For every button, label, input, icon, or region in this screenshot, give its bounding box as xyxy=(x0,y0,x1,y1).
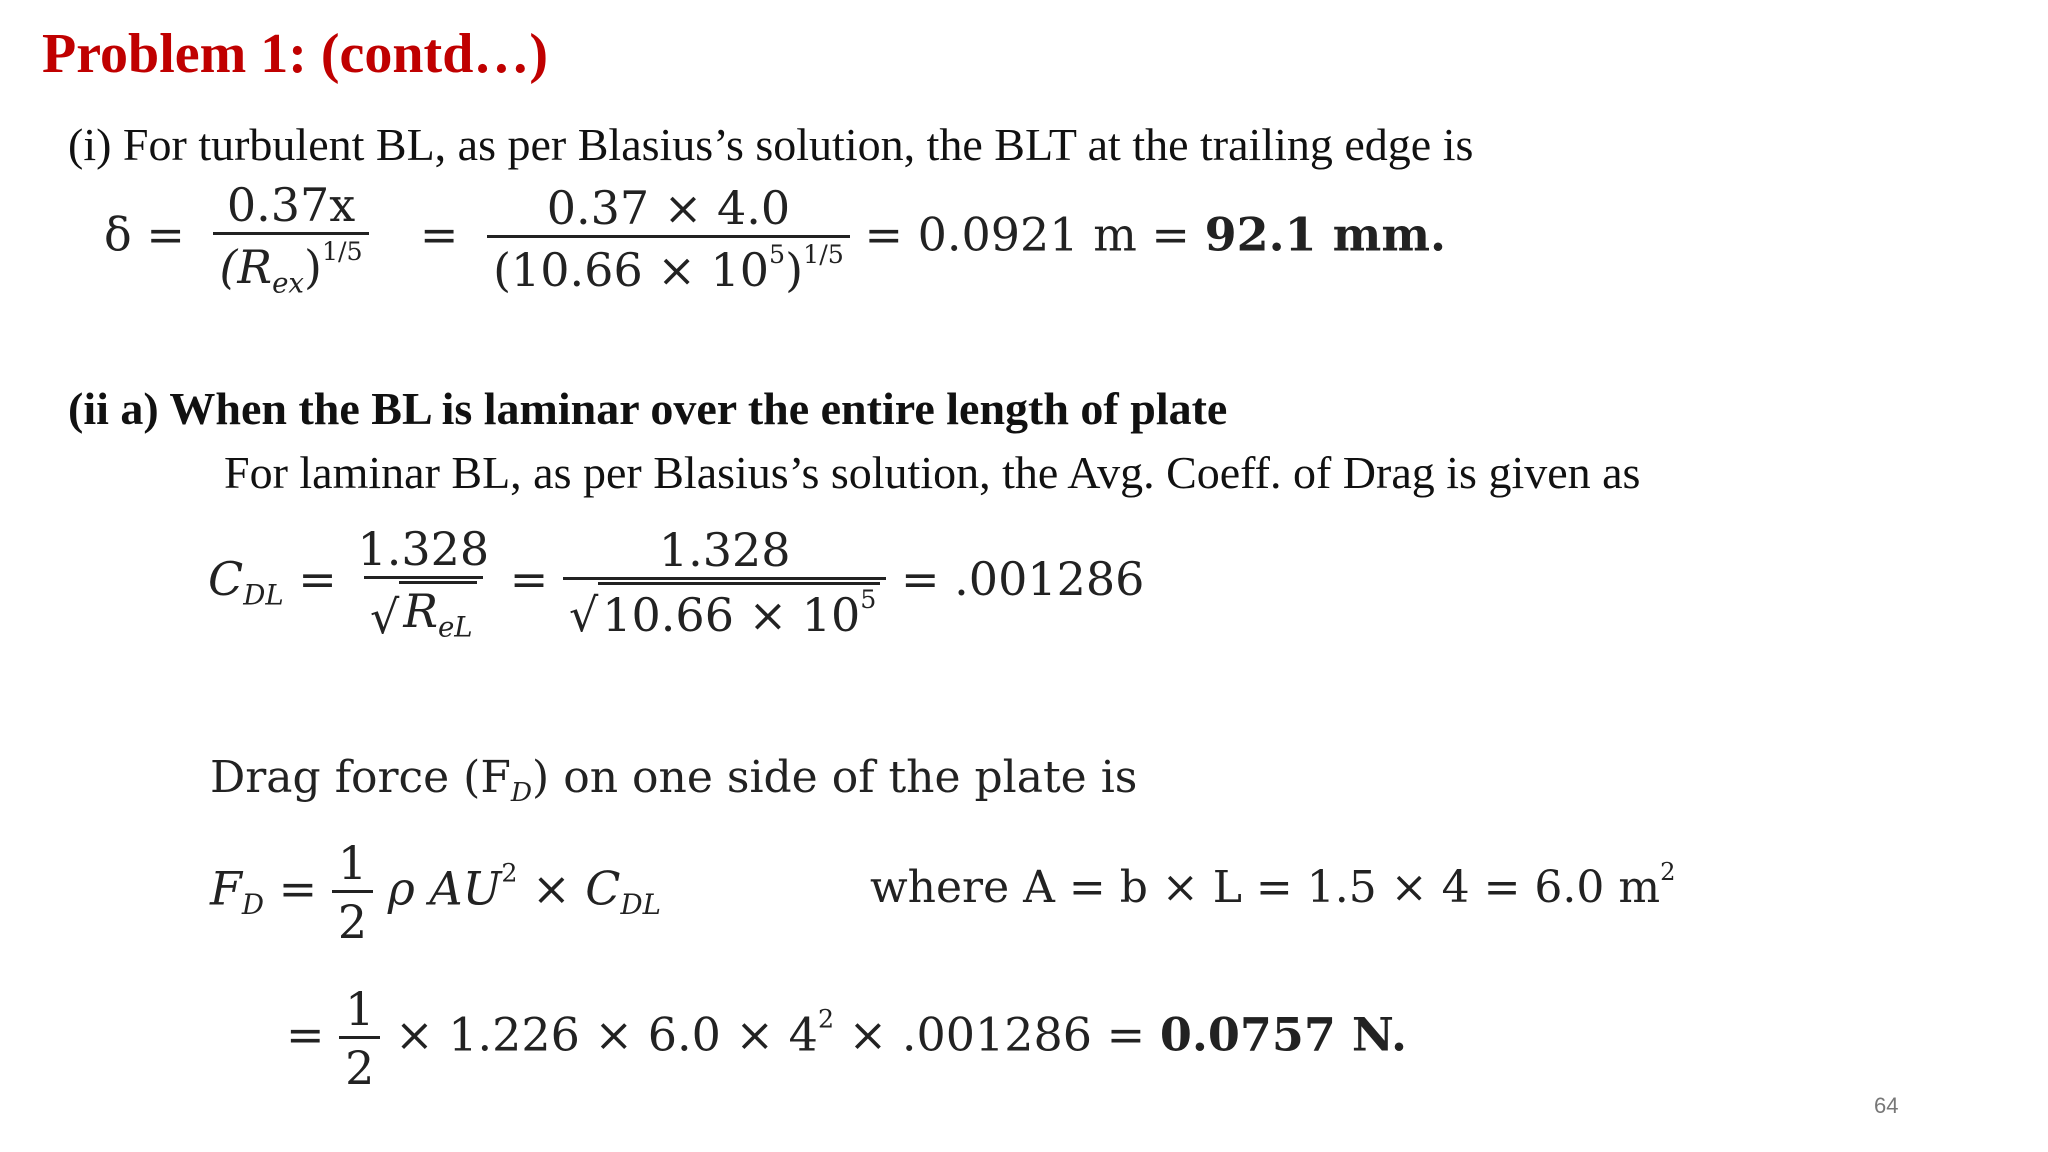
cdl-frac2-num: 1.328 xyxy=(658,523,791,578)
fd-rhs-exp: 2 xyxy=(501,858,518,888)
cdl-frac1-num: 1.328 xyxy=(357,522,490,576)
blt-frac2-den-text: (10.66 × 10 xyxy=(493,242,770,297)
cdl-frac2-den: √ $10.66 \times 10^5$ xyxy=(563,577,886,642)
fd-lhs-sub: D xyxy=(241,888,265,922)
blt-frac1-den xyxy=(213,232,368,299)
cdl-fraction-1 xyxy=(351,522,495,644)
blt-result-plain: = 0.0921 m = xyxy=(864,207,1205,262)
cdl-fraction-2 xyxy=(563,523,886,642)
fd-calc-result: 0.0757 N. xyxy=(1159,1007,1408,1062)
re-close-paren: ) xyxy=(303,239,322,294)
cdl-equals-1: = xyxy=(298,551,337,606)
drag-force-statement xyxy=(210,752,1137,808)
re-symbol: (R xyxy=(219,239,273,294)
turbulent-blt-equation xyxy=(104,178,1446,299)
fd-rhs-a: ρ AU xyxy=(387,861,502,916)
slide-title: Problem 1: (contd…) xyxy=(42,23,548,85)
rel-subscript: eL xyxy=(437,610,473,644)
fd-calc-half-num: 1 xyxy=(345,982,375,1036)
fd-rhs-sub: DL xyxy=(620,888,661,922)
blt-result-bold: 92.1 mm. xyxy=(1204,207,1447,262)
cdl-equation xyxy=(208,522,1144,644)
drag-text-2: ) on one side of the plate is xyxy=(532,752,1138,803)
re-subscript: ex xyxy=(272,266,304,300)
cdl-lhs: C xyxy=(208,551,244,606)
fd-calc-half-fraction xyxy=(339,982,380,1095)
blt-frac2-den xyxy=(487,235,850,297)
blt-fraction-1 xyxy=(213,178,368,299)
page-number: 64 xyxy=(1874,1093,1899,1118)
cdl-result: = .001286 xyxy=(901,551,1145,606)
part-ii-a-intro: For laminar BL, as per Blasius’s solution, the Avg. Coeff. of Drag is given as xyxy=(224,447,1641,498)
area-where-text: where A = b × L = 1.5 × 4 = 6.0 m xyxy=(870,861,1661,913)
fd-calc-half-den: 2 xyxy=(339,1036,380,1095)
blt-frac2-close: ) xyxy=(785,242,804,297)
cdl-frac2-den-text: 10.66 × 10 xyxy=(602,588,861,643)
blt-fraction-2 xyxy=(487,181,850,297)
fd-half-fraction xyxy=(332,836,373,949)
rel-symbol: R xyxy=(403,584,438,638)
part-i-intro: (i) For turbulent BL, as per Blasius’s solution, the BLT at the trailing edge is xyxy=(68,119,1474,170)
delta-lhs: δ = xyxy=(104,207,185,262)
fd-calc-expr-exp: 2 xyxy=(817,1004,835,1034)
cdl-frac1-den: √ $R_{eL}$ xyxy=(364,576,483,644)
drag-text-sub: D xyxy=(510,777,533,809)
area-definition xyxy=(870,858,1676,913)
blt-frac2-num: 0.37 × 4.0 xyxy=(546,180,791,235)
cdl-lhs-sub: DL xyxy=(243,578,284,612)
drag-text-1: Drag force (F xyxy=(210,752,511,803)
cdl-frac2-den-exp: 5 xyxy=(860,585,877,615)
cdl-equals-2: = xyxy=(509,551,549,606)
fd-lhs: F xyxy=(210,861,242,916)
blt-frac1-num: 0.37x xyxy=(226,178,356,232)
re-exponent: 1/5 xyxy=(321,237,363,266)
blt-equals-2: = xyxy=(419,207,459,262)
fd-calc-expr-b: × .001286 = xyxy=(834,1007,1160,1062)
fd-half-num: 1 xyxy=(337,836,368,890)
fd-equals: = xyxy=(278,861,318,916)
fd-half-den: 2 xyxy=(332,890,373,949)
fd-calculation xyxy=(286,982,1407,1095)
fd-equation xyxy=(210,836,661,949)
area-where-exp: 2 xyxy=(1660,858,1676,886)
fd-rhs-b: × C xyxy=(517,861,621,916)
blt-frac2-exp: 1/5 xyxy=(803,239,844,269)
fd-calc-equals: = xyxy=(286,1007,325,1062)
blt-frac2-inner-exp: 5 xyxy=(769,239,786,269)
fd-calc-expr-a: × 1.226 × 6.0 × 4 xyxy=(395,1007,818,1062)
part-ii-a-heading: (ii a) When the BL is laminar over the entire length of plate xyxy=(68,383,1228,434)
